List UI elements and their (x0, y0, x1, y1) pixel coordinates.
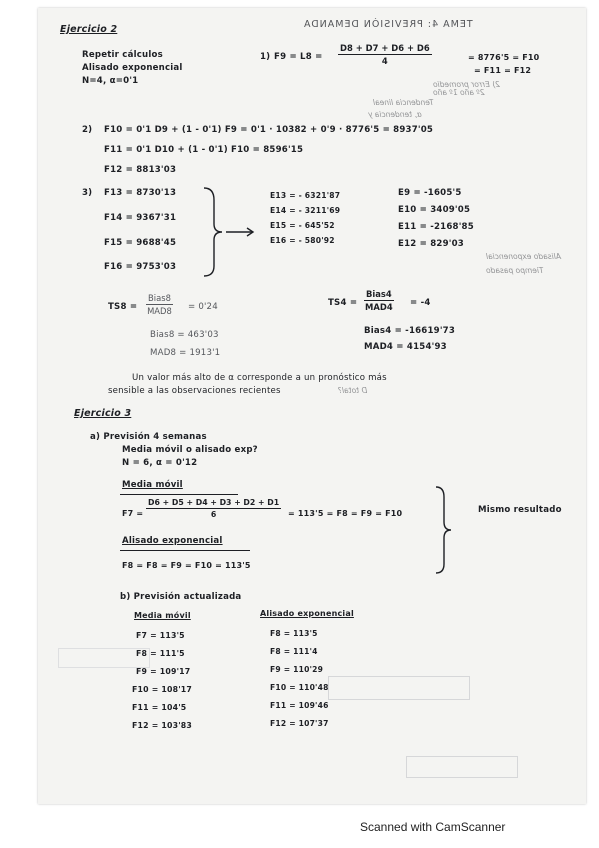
ej2-intro-3: N=4, α=0'1 (82, 76, 139, 86)
ej2-e14: E14 = - 3211'69 (270, 206, 341, 215)
ts4-value: = -4 (410, 298, 431, 308)
ej3-mm-fraction (146, 498, 281, 519)
bleed-text-2: α, tendencia y (368, 110, 422, 119)
ej2-conclusion-1: Un valor más alto de α corresponde a un pronóstico más (132, 373, 387, 383)
bleed-text-5: Alisado exponencial (486, 252, 561, 261)
bleed-box-1 (328, 676, 470, 700)
ej3-ae-f9: F9 = 110'29 (270, 665, 324, 674)
ej2-e12: E12 = 829'03 (398, 239, 464, 249)
ej3-mm-result: = 113'5 = F8 = F9 = F10 (288, 509, 403, 518)
ej3-mm-lhs: F7 = (122, 509, 144, 518)
ej3-mm-f10: F10 = 108'17 (132, 685, 193, 694)
ej2-f15: F15 = 9688'45 (104, 238, 177, 248)
bleed-box-3 (58, 648, 150, 668)
ej2-e13: E13 = - 6321'87 (270, 191, 341, 200)
ej3-a-question: Media móvil o alisado exp? (122, 445, 258, 455)
mad4: MAD4 = 4154'93 (364, 342, 447, 352)
curly-brace-icon (433, 484, 455, 576)
mad8: MAD8 = 1913'1 (150, 348, 221, 358)
ej3-mm-f8: F8 = 111'5 (136, 649, 185, 658)
ts8-fraction (146, 293, 173, 316)
ej3-ae-f8a: F8 = 113'5 (270, 629, 318, 638)
ej3-ae-f10: F10 = 110'48 (270, 683, 329, 692)
ts8-denominator: MAD8 (147, 306, 172, 316)
ej3-mm-f11: F11 = 104'5 (132, 703, 187, 712)
ej2-intro-1: Repetir cálculos (82, 50, 163, 60)
ej2-p1-lhs: F9 = L8 = (274, 52, 323, 62)
ej3-a-label: a) Previsión 4 semanas (90, 432, 207, 442)
ej2-e11: E11 = -2168'85 (398, 222, 474, 232)
ej2-e9: E9 = -1605'5 (398, 188, 462, 198)
ej3-b-col1-title: Media móvil (134, 611, 191, 620)
ej2-f16: F16 = 9753'03 (104, 262, 177, 272)
ej2-intro-2: Alisado exponencial (82, 63, 183, 73)
ej2-p1-numerator: D8 + D7 + D6 + D6 (340, 43, 430, 53)
ej3-ae-rule (120, 550, 250, 551)
bleed-text-1: 2) Error promedio (433, 80, 500, 89)
bleed-text-7: D total? (338, 386, 368, 395)
ej2-p1-fraction (338, 43, 432, 66)
scanned-sheet (38, 8, 586, 804)
ej2-p1-denominator: 4 (381, 56, 388, 66)
ts8-value: = 0'24 (188, 302, 218, 312)
ej2-p3-label: 3) (82, 188, 93, 198)
ej2-f13: F13 = 8730'13 (104, 188, 177, 198)
ej2-p1-result-2: = F11 = F12 (474, 66, 532, 75)
bleed-text-4: Tendencia lineal (373, 98, 434, 107)
ej3-mm-denominator: 6 (210, 510, 217, 519)
ej3-b-label: b) Previsión actualizada (120, 592, 242, 602)
ej2-e10: E10 = 3409'05 (398, 205, 471, 215)
ts8-numerator: Bias8 (148, 293, 171, 303)
ej2-e16: E16 = - 580'92 (270, 236, 335, 245)
ej3-mm-f7: F7 = 113'5 (136, 631, 185, 640)
ej2-p2-line-2: F11 = 0'1 D10 + (1 - 0'1) F10 = 8596'15 (104, 145, 304, 155)
ej3-ae-f11: F11 = 109'46 (270, 701, 329, 710)
ej3-b-col2-title: Alisado exponencial (260, 609, 354, 618)
ej2-p1-result: = 8776'5 = F10 (468, 53, 540, 62)
ej3-mismo-resultado: Mismo resultado (478, 505, 562, 515)
ej2-p2-line-3: F12 = 8813'03 (104, 165, 177, 175)
ej2-e15: E15 = - 645'52 (270, 221, 335, 230)
ej3-ae-f8b: F8 = 111'4 (270, 647, 318, 656)
ej3-ae-result: F8 = F8 = F9 = F10 = 113'5 (122, 561, 251, 570)
ej3-title: Ejercicio 3 (74, 408, 132, 419)
ej2-title: Ejercicio 2 (60, 24, 118, 35)
header-mirrored: TEMA 4: PREVISIÓN DEMANDA (303, 19, 473, 30)
bias4: Bias4 = -16619'73 (364, 326, 456, 336)
bias8: Bias8 = 463'03 (150, 330, 219, 340)
camscanner-watermark: Scanned with CamScanner (360, 820, 506, 834)
ej3-ae-title: Alisado exponencial (122, 536, 223, 546)
ej3-a-params: N = 6, α = 0'12 (122, 458, 198, 468)
ts4-lhs: TS4 = (328, 298, 358, 308)
ej3-mm-f9: F9 = 109'17 (136, 667, 191, 676)
ts4-denominator: MAD4 (365, 302, 393, 312)
ts4-fraction (364, 289, 394, 312)
ej3-mm-numerator: D6 + D5 + D4 + D3 + D2 + D1 (148, 498, 280, 507)
bleed-text-3: 2º año 1º año (433, 88, 485, 97)
ej2-p2-label: 2) (82, 125, 93, 135)
ej3-ae-f12: F12 = 107'37 (270, 719, 329, 728)
curly-brace-arrow-icon (198, 184, 258, 280)
ej2-f14: F14 = 9367'31 (104, 213, 177, 223)
ej3-mm-f12: F12 = 103'83 (132, 721, 193, 730)
ts8-lhs: TS8 = (108, 302, 138, 312)
bleed-box-2 (406, 756, 518, 778)
ej2-p2-line-1: F10 = 0'1 D9 + (1 - 0'1) F9 = 0'1 · 10382 + 0'9 · 8776'5 = 8937'05 (104, 125, 434, 135)
ej2-p1-label: 1) (260, 52, 271, 62)
bleed-text-6: Tiempo pasado (486, 266, 544, 275)
ej3-mm-rule (120, 494, 238, 495)
ej2-conclusion-2: sensible a las observaciones recientes (108, 386, 281, 396)
ej3-mm-title: Media móvil (122, 480, 183, 490)
ts4-numerator: Bias4 (366, 289, 392, 299)
